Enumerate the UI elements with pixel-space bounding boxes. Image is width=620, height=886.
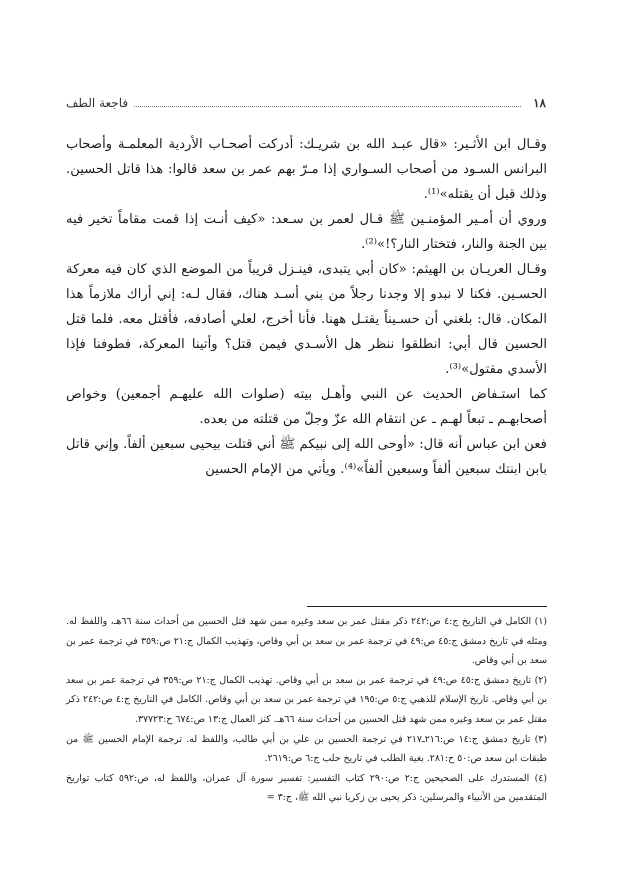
header-dot-leader [134,106,521,107]
body-paragraph: وقـال العريـان بن الهيثم: «كان أبي يتبدى، فينـزل قريباً من الموضع الذي كان فيه معركة الحسـين. فكنا لا نبدو إلا وجدنا رجلاً من بني أسـد هناك، فقال لـه: إني أراك ملازماً هذا المكان. قال: بلغني أن حسـيناً يقتـل ههنا. فأنا أخرج، لعلي أصادفه، فأقتل معه. فلما قتل الحسين قال أبي: انطلقوا ننظر هل الأسـدي فيمن قتل؟ وأتينا المعركة، فطوفنا فإذا الأسدي مقتول»⁽³⁾. [66,262,547,377]
page-number: ١٨ [533,96,546,110]
footnote: (٣) تاريخ دمشق ج:١٤ ص:٢١٦ـ٢١٧ في ترجمة الحسين بن علي بن أبي طالب، واللفظ له. ترجمة الإمام الحسين ﷺ من طبقات ابن سعد ص:٥٠ ح:٢٨١. بغية الطلب في تاريخ حلب ج:٦ ص:٢٦١٩. [66,733,547,765]
body-paragraph: وقـال ابن الأثـير: «قال عبـد الله بن شريـك: أدركت أصحـاب الأردية المعلمـة وأصحاب البرانس السـود من أصحاب السـواري إذا مـرّ بهم عمر بن سعد قالوا: هذا قاتل الحسين. وذلك قبل أن يقتله»⁽¹⁾. [66,137,547,202]
footnote: (٤) المستدرك على الصحيحين ج:٢ ص:٢٩٠ كتاب التفسير: تفسير سورة آل عمران، واللفظ له، ص:٥٩٢ كتاب تواريخ المتقدمين من الأنبياء والمرسلين: ذكر يحيى بن زكريا نبي الله ﷺ، ج:٣ = [66,772,547,804]
footnote: (٢) تاريخ دمشق ج:٤٥ ص:٤٩ في ترجمة عمر بن سعد بن أبي وقاص. تهذيب الكمال ج:٢١ ص:٣٥٩ في ترجمة عمر بن سعد بن أبي وقاص. تاريخ الإسلام للذهبي ج:٥ ص:١٩٥ في ترجمة عمر بن سعد بن أبي وقاص. الكامل في التاريخ ج:٤ ص:٢٤٢ ذكر مقتل عمر بن سعد وغيره ممن شهد قتل الحسين من أحداث سنة ٦٦هـ. كنز العمال ج:١٣ ص:٦٧٤ ح:٣٧٧٢٣. [66,674,548,725]
footnotes [66,612,547,808]
body-paragraph: وروي أن أمـير المؤمنـين ﷺ قـال لعمر بن سـعد: «كيف أنـت إذا قمت مقاماً تخير فيه بين الجنة والنار، فتختار النار؟!»⁽²⁾. [66,212,547,252]
running-header [66,92,546,114]
footnote-separator [307,606,547,607]
footnote: (١) الكامل في التاريخ ج:٤ ص:٢٤٢ ذكر مقتل عمر بن سعد وغيره ممن شهد قتل الحسين من أحداث سنة ٦٦هـ، واللفظ له. ومثله في تاريخ دمشق ج:٤٥ ص:٤٩ في ترجمة عمر بن سعد بن أبي وقاص، وتهذيب الكمال ج:٢١ ص:٣٥٩ في ترجمة عمر بن سعد بن أبي وقاص. [66,616,547,667]
body-paragraph: فعن ابن عباس أنه قال: «أوحى الله إلى نبيكم ﷺ أني قتلت بيحيى سبعين ألفاً. وإني قاتل بابن ابنتك سبعين ألفاً وسبعين ألفاً»⁽⁴⁾. ويأتي من الإمام الحسين [66,437,547,477]
body-paragraph: كما استـفاض الحديث عن النبي وأهـل بيته (صلوات الله عليهـم أجمعين) وخواص أصحابهـم ـ تبعاً لهـم ـ عن انتقام الله عزّ وجلّ من قتلته من بعده. [66,387,547,427]
main-text [66,132,547,482]
running-title: فاجعة الطف [66,96,129,110]
